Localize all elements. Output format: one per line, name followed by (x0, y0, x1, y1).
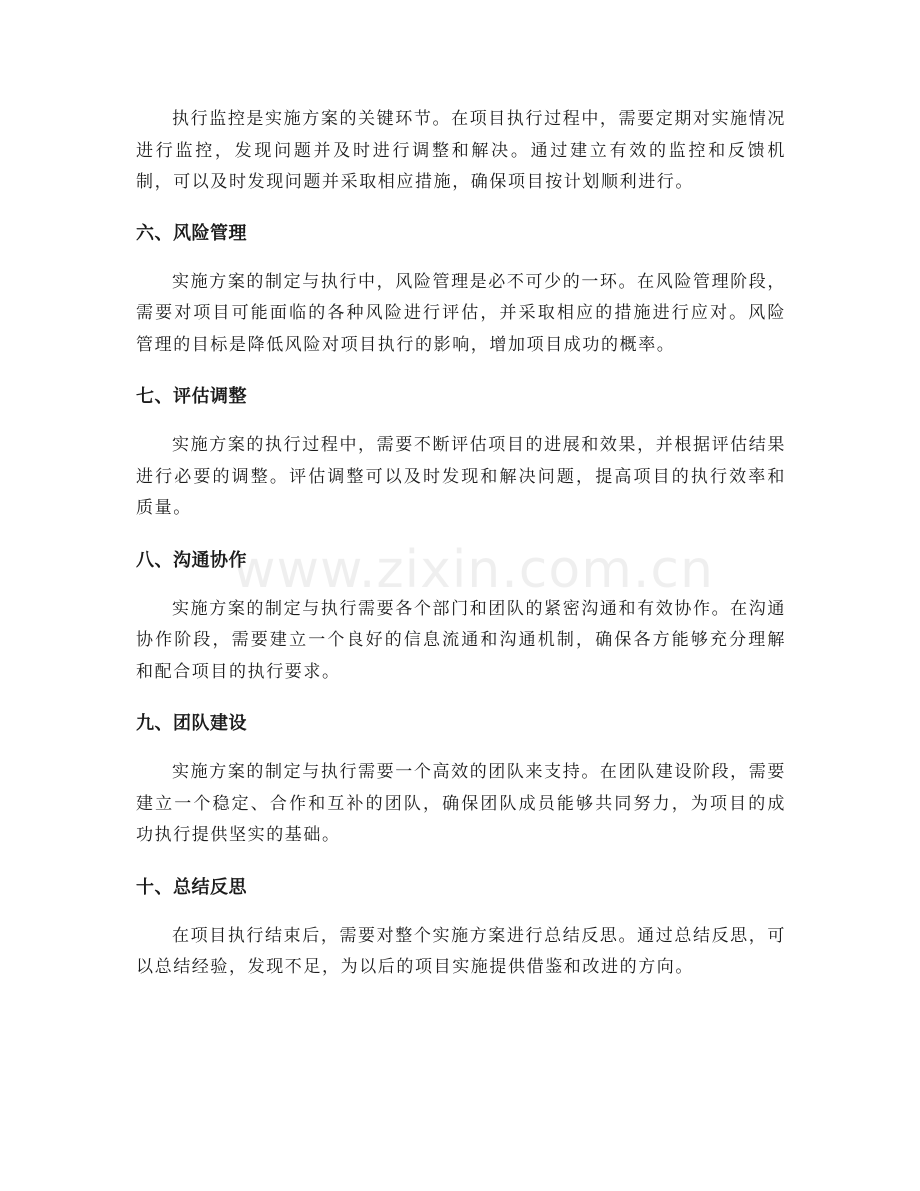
watermark: www.zixin.com.cn (233, 540, 714, 600)
section-body-team-building: 实施方案的制定与执行需要一个高效的团队来支持。在团队建设阶段，需要建立一个稳定、合作和互补的团队，确保团队成员能够共同努力，为项目的成功执行提供坚实的基础。 (136, 762, 786, 845)
section-heading-risk-management: 六、风险管理 (136, 222, 247, 244)
section-body-risk-management: 实施方案的制定与执行中，风险管理是必不可少的一环。在风险管理阶段，需要对项目可能面临的各种风险进行评估，并采取相应的措施进行应对。风险管理的目标是降低风险对项目执行的影响，增加项目成功的概率。 (136, 271, 786, 355)
section-heading-summary-reflection: 十、总结反思 (136, 876, 247, 898)
section-heading-evaluation-adjustment: 七、评估调整 (136, 386, 247, 407)
section-body-communication-collaboration: 实施方案的制定与执行需要各个部门和团队的紧密沟通和有效协作。在沟通协作阶段，需要建立一个良好的信息流通和沟通机制，确保各方能够充分理解和配合项目的执行要求。 (136, 598, 786, 682)
section-heading-communication-collaboration: 八、沟通协作 (136, 549, 247, 571)
section-body-evaluation-adjustment: 实施方案的执行过程中，需要不断评估项目的进展和效果，并根据评估结果进行必要的调整。评估调整可以及时发现和解决问题，提高项目的执行效率和质量。 (136, 435, 786, 518)
intro-paragraph: 执行监控是实施方案的关键环节。在项目执行过程中，需要定期对实施情况进行监控，发现问题并及时进行调整和解决。通过建立有效的监控和反馈机制，可以及时发现问题并采取相应措施，确保项目按计划顺利进行。 (136, 109, 786, 192)
section-heading-team-building: 九、团队建设 (136, 713, 247, 734)
section-body-summary-reflection: 在项目执行结束后，需要对整个实施方案进行总结反思。通过总结反思，可以总结经验，发现不足，为以后的项目实施提供借鉴和改进的方向。 (136, 925, 786, 977)
